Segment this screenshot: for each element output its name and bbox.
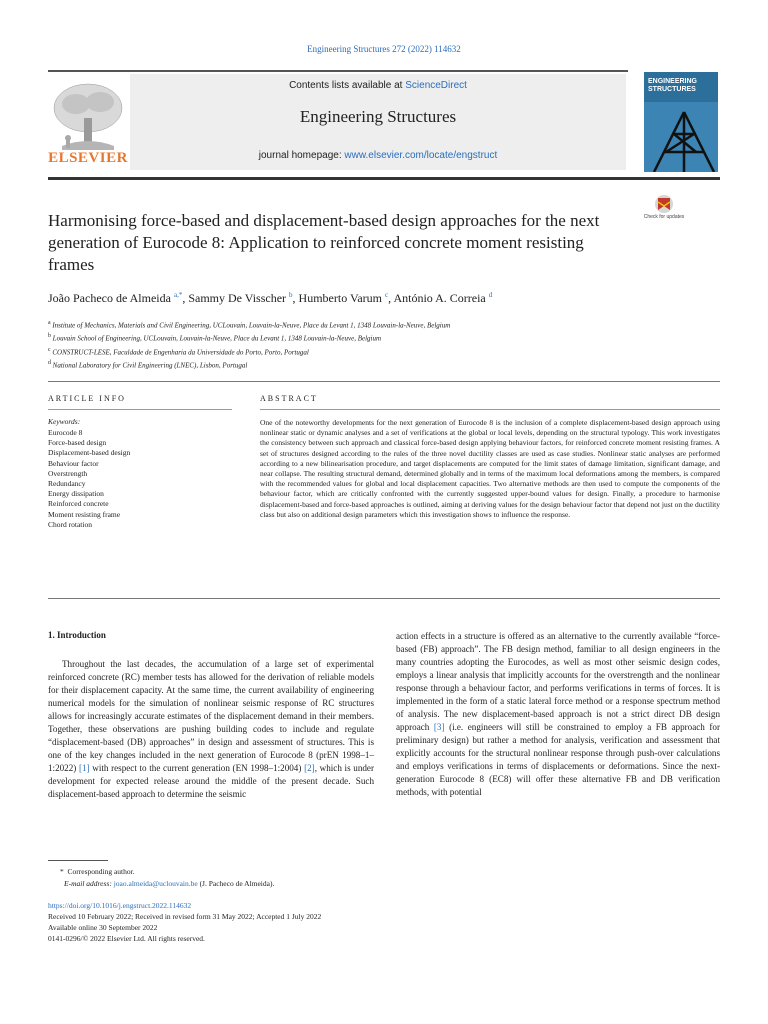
email-suffix: (J. Pacheco de Almeida). (197, 879, 275, 888)
check-for-updates-icon[interactable] (646, 194, 682, 228)
author-affiliation-marker[interactable]: c (384, 291, 389, 299)
keyword: Redundancy (48, 479, 86, 489)
available-online-date: Available online 30 September 2022 (48, 923, 158, 932)
journal-reference[interactable]: Engineering Structures 272 (2022) 114632 (307, 44, 461, 54)
journal-name: Engineering Structures (299, 107, 457, 126)
affiliation (48, 318, 720, 331)
author-name: Sammy De Visscher (188, 291, 287, 305)
author-affiliation-marker[interactable]: a,* (173, 291, 183, 299)
keyword: Behaviour factor (48, 458, 99, 468)
title-divider (48, 381, 720, 382)
keyword: Overstrength (48, 468, 88, 478)
affiliation (48, 345, 720, 358)
article-title: Harmonising force-based and displacement-based design approaches for the next generation of Eurocode 8: Application to reinforced concrete moment resisting frames (48, 211, 600, 274)
keyword: Force-based design (48, 438, 107, 448)
journal-homepage-link[interactable]: www.elsevier.com/locate/engstruct (344, 150, 498, 161)
citation-link[interactable]: [1] (78, 763, 90, 773)
footnotes (48, 866, 448, 890)
author (299, 291, 389, 305)
contents-line (130, 80, 626, 91)
affiliation-text: Louvain School of Engineering, UCLouvain, Louvain-la-Neuve, Place du Levant 1, 1348 Louvain-la-Neuve, Belgium (52, 334, 382, 343)
body-column-right: action effects in a structure is offered as an alternative to the currently available “force-based (FB) approach”. The FB design method, familiar to all design engineers in the many countries adopting the Eurocodes, as well as most other seismic design codes, employs a linear analysis that implicitly accounts for the overstrength and the nonlinear response through a behaviour factor, and performs verifications in terms of forces. It is implemented in the form of a static lateral force method or a response spectrum method of analysis. The new displacement-based approach is not a strict direct DB design approach [3] (i.e. engineers will still be constrained to employ a FB approach for preliminary design) but rather a method for analysis, verification and assessment that explicitly accounts for the structural nonlinear response through push-over calculations and employs verifications in terms of displacements or deformations. Since the next-generation Eurocode 8 (EC8) will offer these alternative FB and DB verification methods, with potential (396, 631, 720, 797)
abstract-text: One of the noteworthy developments for the next generation of Eurocode 8 is the inclusion of a complete displacement-based design approach using nonlinear static or dynamic analyses and a set of verifications at the global or local levels, depending on the structural typology. This work investigates the consistency between such approach and classical force-based design applying behaviour factors, for reinforced concrete moment resisting frames. A set of structures designed according to the rules of the three novel ductility classes are used as case studies. Nonlinear static analyses are performed according to a new bilinearisation procedure, and target displacements are computed for the limit states of damage limitation, significant damage, and near collapse. The resulting structural demand, determined globally and in terms of the maximum local deformations among the members, is compared with the recommended values for global and local displacement capacities. Two alternative methods are then used to compute the components of the behaviour factor, which are critically confronted with the currently suggested upper-bound values for design. Finally, a procedure to harmonise displacement-based and force-based approaches is outlined, aiming at deriving values for the design behaviour factor that depend not just on the ductility class but also on additional design parameters which this investigation shows to influence the response. (260, 418, 720, 519)
affiliation-text: CONSTRUCT-LESE, Faculdade de Engenharia da Universidade do Porto, Porto, Portugal (52, 347, 309, 356)
homepage-label: journal homepage: (258, 150, 345, 161)
affiliation-text: National Laboratory for Civil Engineering (LNEC), Lisbon, Portugal (52, 361, 248, 370)
keyword: Chord rotation (48, 519, 92, 529)
footnote-divider (48, 860, 108, 861)
citation-link[interactable]: [3] (433, 722, 445, 732)
affiliation-marker: a (48, 320, 51, 326)
abstract-end-divider (48, 598, 720, 599)
affiliation-marker: b (48, 333, 51, 340)
homepage-line (130, 150, 626, 161)
body-column-left: Throughout the last decades, the accumulation of a large set of experimental reinforced concrete (RC) member tests has allowed for the derivation of reliable models for their displacement capacity. At the same time, the current availability of engineering numerical models for the simulation of nonlinear seismic response of RC structures allows for increasingly accurate estimates of the displacement demand in their members. Together, these observations are pushing building codes to include and regulate “displacement-based (DB) approaches” in design and assessment of structures. This is one of the key changes included in the next generation of Eurocode 8 (prEN 1998–1–1:2022) [1] with respect to the current generation (EN 1998–1:2004) [2], which is under development for expected release around the middle of the present decade. Such displacement-based approach to determine the seismic (48, 659, 374, 799)
keyword: Eurocode 8 (48, 428, 83, 437)
abstract-heading: ABSTRACT (260, 394, 318, 403)
cover-title: ENGINEERING STRUCTURES (648, 78, 698, 93)
affiliation (48, 331, 720, 344)
elsevier-wordmark: ELSEVIER (48, 150, 128, 166)
author (188, 291, 292, 305)
keyword: Energy dissipation (48, 489, 104, 499)
email-label: E-mail address: (64, 879, 114, 888)
citation-link[interactable]: [2] (304, 763, 315, 773)
author-name: Humberto Varum (298, 291, 382, 305)
author-name: João Pacheco de Almeida (48, 291, 171, 305)
header-divider (48, 177, 720, 180)
footnote-asterisk: * (60, 867, 68, 876)
affiliation (48, 358, 720, 371)
contents-prefix: Contents lists available at (289, 80, 406, 91)
check-for-updates-label[interactable]: Check for updates (643, 214, 685, 220)
article-info-divider (48, 409, 232, 410)
affiliation-marker: d (48, 359, 51, 366)
article-info-heading: ARTICLE INFO (48, 394, 126, 403)
affiliation-text: Institute of Mechanics, Materials and Civil Engineering, UCLouvain, Louvain-la-Neuve, Place du Levant 1, 1348 Louvain-la-Neuve, Belgium (52, 321, 451, 330)
author-affiliation-marker[interactable]: d (488, 291, 493, 299)
copyright-line: 0141-0296/© 2022 Elsevier Ltd. All rights reserved. (48, 934, 205, 943)
keywords-label: Keywords: (48, 417, 81, 426)
keyword: Displacement-based design (48, 448, 131, 458)
author-email-link[interactable]: joao.almeida@uclouvain.be (113, 879, 198, 888)
sciencedirect-link[interactable]: ScienceDirect (405, 80, 467, 91)
author-list: João Pacheco de Almeida $^{a,*}$, Sammy De Visscher $^b$, Humberto Varum $^c$, António A. Correia $^d$ (48, 291, 493, 305)
keyword: Reinforced concrete (48, 499, 109, 509)
affiliation-list (48, 318, 720, 371)
keyword: Moment resisting frame (48, 509, 121, 519)
keyword-list (48, 428, 232, 530)
author (48, 291, 182, 305)
author-affiliation-marker[interactable]: b (289, 291, 293, 299)
section-heading-introduction: 1. Introduction (48, 630, 106, 640)
publication-info (48, 900, 548, 944)
author-name: António A. Correia (393, 291, 486, 305)
abstract-divider (260, 409, 720, 410)
doi-link[interactable]: https://doi.org/10.1016/j.engstruct.2022.114632 (48, 901, 192, 910)
corresponding-author-note: Corresponding author. (67, 867, 135, 876)
author (393, 291, 492, 305)
affiliation-marker: c (48, 346, 51, 353)
received-dates: Received 10 February 2022; Received in revised form 31 May 2022; Accepted 1 July 2022 (48, 912, 322, 921)
